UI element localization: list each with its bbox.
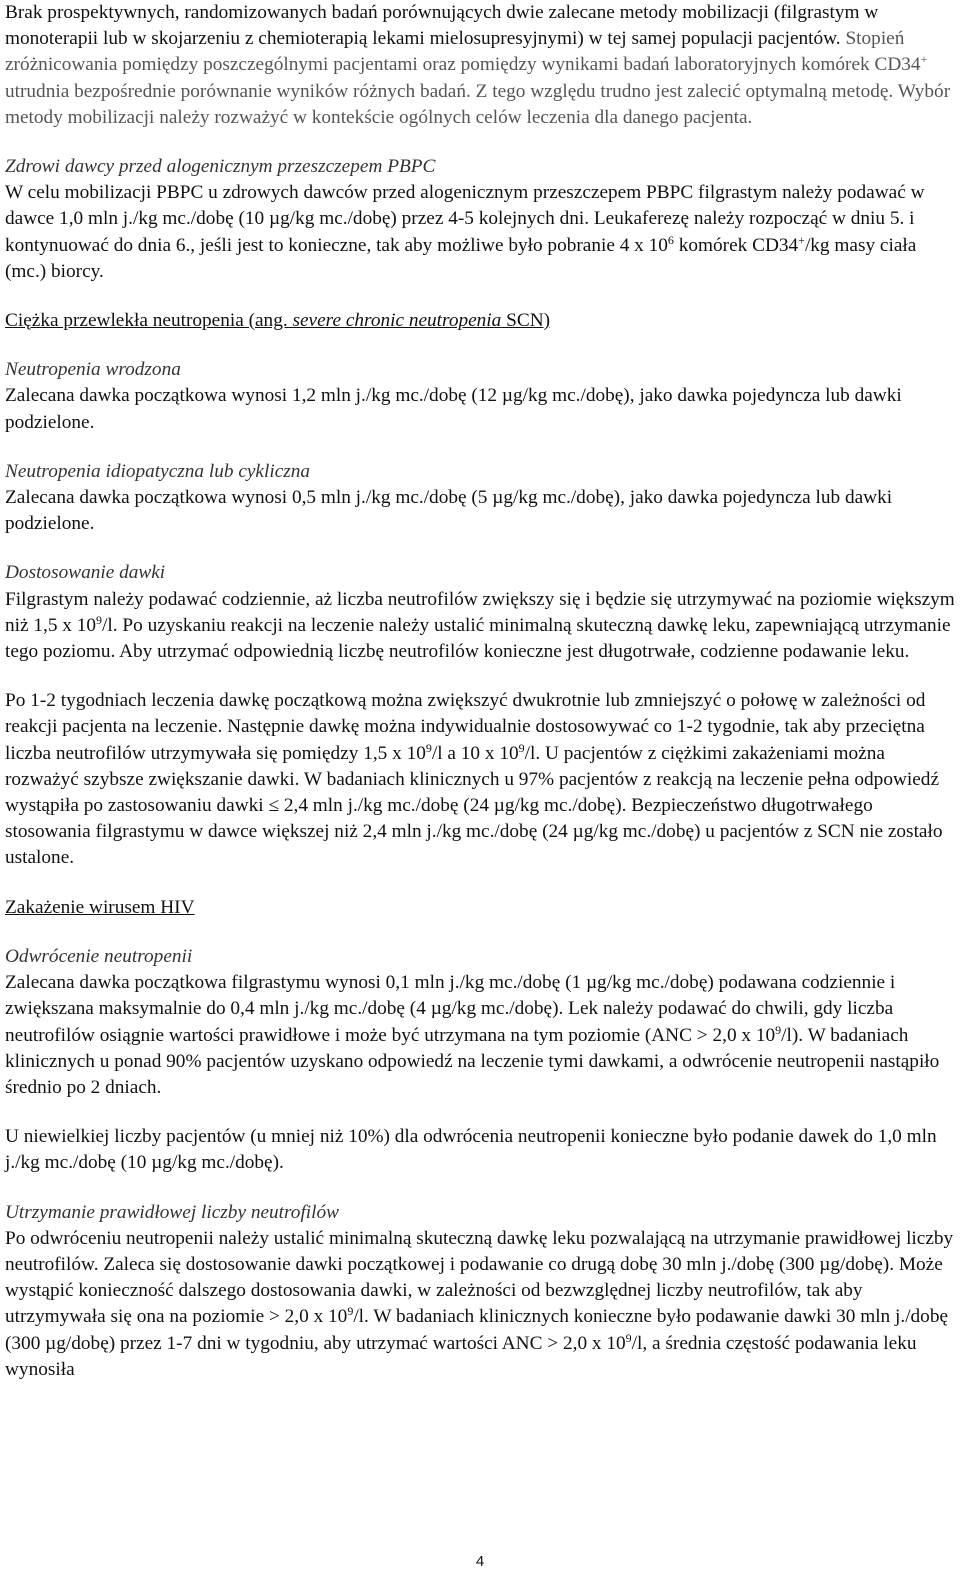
- heading-dose-adjustment: Dostosowanie dawki: [5, 562, 166, 584]
- text: /l. U pacjentów z ciężkimi zakażeniami można rozważyć szybsze zwiększanie dawki. W badaniach klinicznych u 97% pacjentów z reakcją na leczenie pełna odpowiedź wystąpiła po zastosowaniu dawki ≤ 2,4 mln j./kg mc./dobę (24 µg/kg mc./dobę). Bezpieczeństwo długotrwałego stosowania filgrastymu w dawce większej niż 2,4 mln j./kg mc./dobę (24 µg/kg mc./dobę) u pacjentów z SCN nie zostało ustalone.: [5, 742, 943, 869]
- text: /kg masy ciała (mc.) biorcy.: [5, 234, 917, 282]
- superscript: 9: [425, 740, 432, 755]
- superscript: +: [798, 232, 805, 247]
- paragraph-mobilization-methods: [5, 0, 955, 131]
- superscript: 9: [96, 612, 103, 627]
- page-number: 4: [475, 1553, 485, 1570]
- paragraph-maintenance: [5, 1226, 955, 1383]
- document-page: [5, 0, 955, 1383]
- superscript: 9: [347, 1304, 354, 1319]
- text: utrudnia bezpośrednie porównanie wyników różnych badań. Z tego względu trudno jest zalecić optymalną metodę. Wybór metody mobilizacji należy rozważyć w kontekście ogólnych celów leczenia dla danego pacjenta.: [5, 80, 951, 128]
- heading-maintenance: Utrzymanie prawidłowej liczby neutrofilów: [5, 1201, 340, 1223]
- heading-healthy-donors: Zdrowi dawcy przed alogenicznym przeszczepem PBPC: [5, 156, 436, 178]
- paragraph-dose-adjustment-2: [5, 688, 955, 871]
- text: Zalecana dawka początkowa filgrastymu wynosi 0,1 mln j./kg mc./dobę (1 µg/kg mc./dobę) podawana codziennie i zwiększana maksymalnie do 0,4 mln j./kg mc./dobę (4 µg/kg mc./dobę). Lek należy podawać do chwili, gdy liczba neutrofilów osiągnie wartości prawidłowe i może być utrzymana na tym poziomie (ANC > 2,0 x 10: [5, 972, 896, 1046]
- heading-scn: [5, 308, 955, 334]
- text: Po 1-2 tygodniach leczenia dawkę początkową można zwiększyć dwukrotnie lub zmniejszyć o połowę w zależności od reakcji pacjenta na leczenie. Następnie dawkę można indywidualnie dostosowywać co 1-2 tygodnie, tak aby przeciętna liczba neutrofilów utrzymywała się pomiędzy 1,5 x 10: [5, 690, 926, 764]
- heading-idiopathic-neutropenia: Neutropenia idiopatyczna lub cykliczna: [5, 460, 311, 482]
- superscript: 6: [667, 232, 674, 247]
- heading-neutropenia-reversal: Odwrócenie neutropenii: [5, 945, 193, 967]
- text: /l, a średnia częstość podawania leku wynosiła: [5, 1332, 917, 1380]
- superscript: 9: [625, 1330, 632, 1345]
- superscript: +: [920, 52, 928, 67]
- text: severe chronic neutropenia: [292, 310, 502, 332]
- text: komórek CD34: [673, 234, 799, 256]
- superscript: 9: [775, 1022, 782, 1037]
- text: /l. W badaniach klinicznych konieczne było podawanie dawki 30 mln j./dobę (300 µg/dobę) przez 1-7 dni w tygodniu, aby utrzymać wartości ANC > 2,0 x 10: [5, 1306, 949, 1354]
- paragraph-neutropenia-reversal-2: U niewielkiej liczby pacjentów (u mniej niż 10%) dla odwrócenia neutropenii konieczne było podanie dawek do 1,0 mln j./kg mc./dobę (10 µg/kg mc./dobę).: [5, 1126, 937, 1174]
- text: /l a 10 x 10: [431, 742, 519, 764]
- paragraph-congenital-neutropenia: Zalecana dawka początkowa wynosi 1,2 mln j./kg mc./dobę (12 µg/kg mc./dobę), jako dawka pojedyncza lub dawki podzielone.: [5, 385, 902, 433]
- text: /l. Po uzyskaniu reakcji na leczenie należy ustalić minimalną skuteczną dawkę leku, zapewniającą utrzymanie tego poziomu. Aby utrzymać odpowiednią liczbę neutrofilów konieczne jest długotrwałe, codzienne podawanie leku.: [5, 614, 951, 663]
- heading-hiv: Zakażenie wirusem HIV: [5, 896, 195, 918]
- paragraph-idiopathic-neutropenia: Zalecana dawka początkowa wynosi 0,5 mln j./kg mc./dobę (5 µg/kg mc./dobę), jako dawka pojedyncza lub dawki podzielone.: [5, 487, 893, 535]
- text: SCN): [501, 310, 551, 332]
- paragraph-healthy-donors: [5, 180, 955, 285]
- paragraph-dose-adjustment: [5, 587, 955, 666]
- text: /l). W badaniach klinicznych u ponad 90% pacjentów uzyskano odpowiedź na leczenie tymi dawkami, a odwrócenie neutropenii nastąpiło średnio po 2 dniach.: [5, 1024, 940, 1098]
- superscript: 9: [518, 740, 525, 755]
- heading-congenital-neutropenia: Neutropenia wrodzona: [5, 359, 181, 381]
- text: Stopień zróżnicowania pomiędzy poszczególnymi pacjentami oraz pomiędzy wynikami badań laboratoryjnych komórek CD34: [5, 28, 921, 76]
- text: Filgrastym należy podawać codziennie, aż liczba neutrofilów zwiększy się i będzie się utrzymywać na poziomie większym niż 1,5 x 10: [5, 588, 955, 636]
- text: Po odwróceniu neutropenii należy ustalić minimalną skuteczną dawkę leku pozwalającą na utrzymanie prawidłowej liczby neutrofilów. Zaleca się dostosowanie dawki początkowej i podawanie co drugą dobę 30 mln j./dobę (300 µg/dobę). Może wystąpić konieczność dalszego dostosowania dawki, w zależności od bezwzględnej liczby neutrofilów, tak aby utrzymywała się ona na poziomie > 2,0 x 10: [5, 1227, 954, 1328]
- text: Brak prospektywnych, randomizowanych badań porównujących dwie zalecane metody mobilizacji (filgrastym w monoterapii lub w skojarzeniu z chemioterapią lekami mielosupresyjnymi) w tej samej populacji pacjentów.: [5, 2, 879, 50]
- text: Ciężka przewlekła neutropenia (ang.: [5, 310, 293, 332]
- text: W celu mobilizacji PBPC u zdrowych dawców przed alogenicznym przeszczepem PBPC filgrastym należy podawać w dawce 1,0 mln j./kg mc./dobę (10 µg/kg mc./dobę) przez 4-5 kolejnych dni. Leukaferezę należy rozpocząć w dniu 5. i kontynuować do dnia 6., jeśli jest to konieczne, tak aby możliwe było pobranie 4 x 10: [5, 182, 925, 256]
- paragraph-neutropenia-reversal: [5, 970, 955, 1101]
